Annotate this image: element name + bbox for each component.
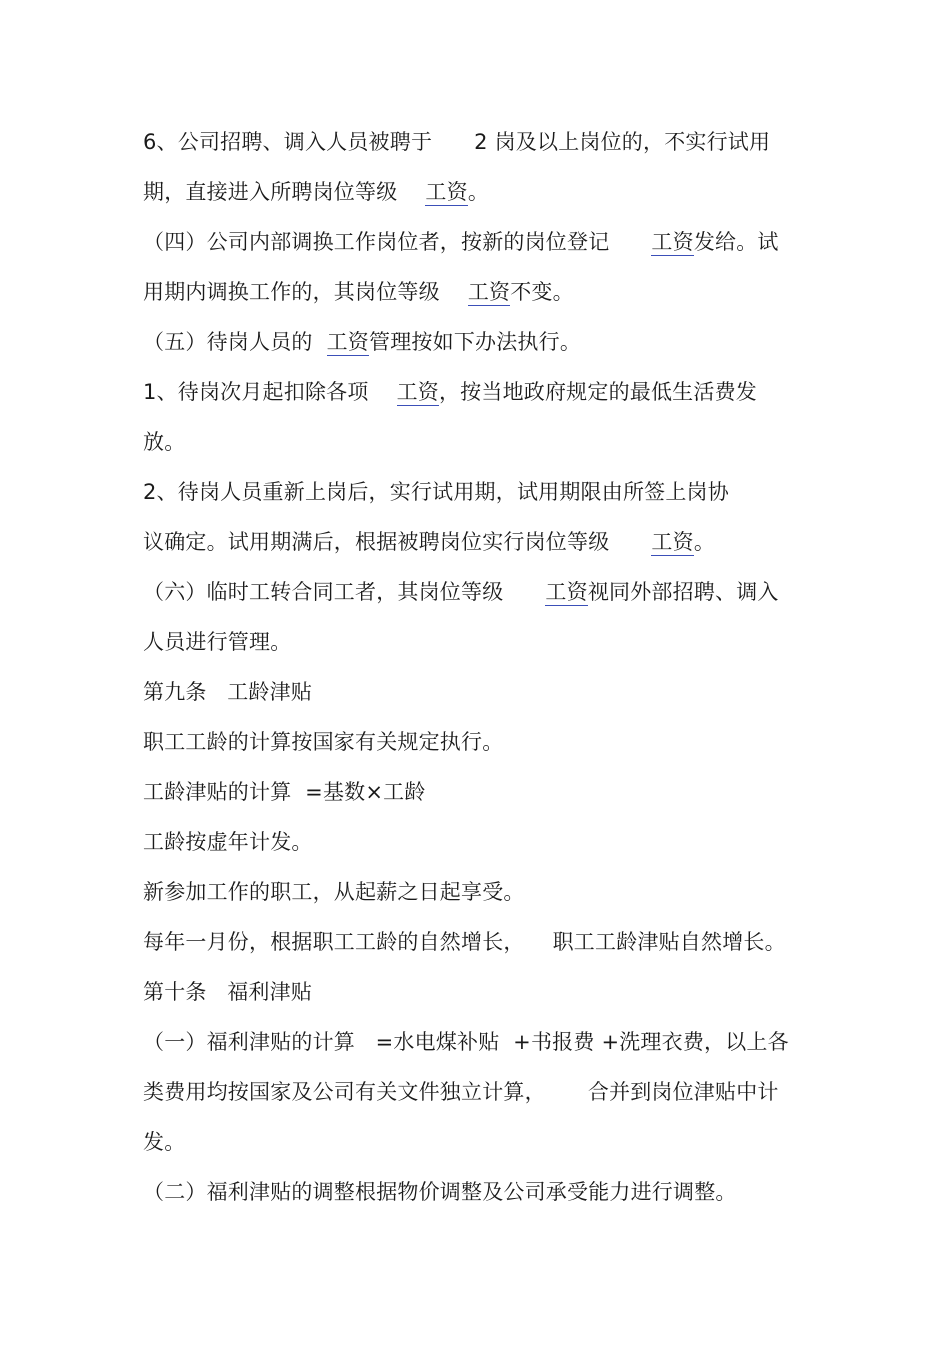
text-segment: 2、待岗人员重新上岗后，实行试用期，试用期限由所签上岗协 bbox=[143, 480, 729, 504]
salary-link[interactable]: 工资 bbox=[326, 330, 370, 354]
salary-link[interactable]: 工资 bbox=[651, 530, 694, 554]
text-line bbox=[143, 275, 574, 309]
text-line bbox=[143, 525, 715, 559]
text-segment: 合并到岗位津贴中计 bbox=[587, 1080, 779, 1104]
text-line bbox=[143, 725, 503, 759]
text-line bbox=[143, 225, 779, 259]
text-segment: （六）临时工转合同工者，其岗位等级 bbox=[143, 580, 504, 604]
text-line bbox=[143, 575, 779, 609]
text-segment: 。 bbox=[467, 180, 490, 204]
text-segment: 1、待岗次月起扣除各项 bbox=[143, 380, 369, 404]
text-line bbox=[143, 1075, 779, 1109]
salary-link[interactable]: 工资 bbox=[467, 280, 511, 304]
text-segment: 工龄津贴的计算 =基数×工龄 bbox=[143, 780, 426, 804]
text-line bbox=[143, 175, 489, 209]
text-segment: 职工工龄津贴自然增长。 bbox=[552, 930, 786, 954]
text-line bbox=[143, 125, 770, 159]
text-segment: 2 岗及以上岗位的，不实行试用 bbox=[474, 130, 771, 154]
text-line bbox=[143, 875, 525, 909]
text-line bbox=[143, 1125, 185, 1159]
text-line bbox=[143, 775, 426, 809]
text-segment: 不变。 bbox=[510, 280, 574, 304]
text-segment: 放。 bbox=[143, 430, 186, 454]
text-segment: （二）福利津贴的调整根据物价调整及公司承受能力进行调整。 bbox=[143, 1180, 737, 1204]
text-line bbox=[143, 625, 291, 659]
salary-link[interactable]: 工资 bbox=[425, 180, 468, 204]
text-segment: 管理按如下办法执行。 bbox=[369, 330, 582, 354]
text-segment: 第十条 福利津贴 bbox=[143, 980, 313, 1004]
text-line bbox=[143, 375, 757, 409]
text-segment: ，按当地政府规定的最低生活费发 bbox=[438, 380, 757, 404]
text-segment: 每年一月份，根据职工工龄的自然增长， bbox=[143, 930, 525, 954]
salary-link[interactable]: 工资 bbox=[396, 380, 439, 404]
text-line bbox=[143, 675, 312, 709]
text-segment: 职工工龄的计算按国家有关规定执行。 bbox=[143, 730, 504, 754]
salary-link[interactable]: 工资 bbox=[545, 580, 588, 604]
text-segment: 6、公司招聘、调入人员被聘于 bbox=[143, 130, 433, 154]
salary-link[interactable]: 工资 bbox=[651, 230, 694, 254]
text-segment: 发给。试 bbox=[693, 230, 779, 254]
text-line bbox=[143, 1025, 789, 1059]
text-line bbox=[143, 425, 185, 459]
text-line bbox=[143, 475, 729, 509]
text-line bbox=[143, 975, 312, 1009]
text-segment: 新参加工作的职工，从起薪之日起享受。 bbox=[143, 880, 525, 904]
text-line bbox=[143, 325, 581, 359]
text-line bbox=[143, 925, 786, 959]
text-segment: 类费用均按国家及公司有关文件独立计算， bbox=[143, 1080, 546, 1104]
text-segment: 。 bbox=[693, 530, 716, 554]
text-segment: 视同外部招聘、调入 bbox=[587, 580, 779, 604]
text-segment: 工龄按虚年计发。 bbox=[143, 830, 313, 854]
text-segment: （一）福利津贴的计算 =水电煤补贴 +书报费 +洗理衣费，以上各 bbox=[143, 1030, 789, 1054]
text-line bbox=[143, 1175, 737, 1209]
text-segment: 发。 bbox=[143, 1130, 186, 1154]
text-segment: （五）待岗人员的 bbox=[143, 330, 313, 354]
text-segment: （四）公司内部调换工作岗位者，按新的岗位登记 bbox=[143, 230, 610, 254]
text-segment: 议确定。试用期满后，根据被聘岗位实行岗位等级 bbox=[143, 530, 610, 554]
text-segment: 用期内调换工作的，其岗位等级 bbox=[143, 280, 440, 304]
text-segment: 期，直接进入所聘岗位等级 bbox=[143, 180, 398, 204]
text-line bbox=[143, 825, 313, 859]
text-segment: 人员进行管理。 bbox=[143, 630, 292, 654]
text-segment: 第九条 工龄津贴 bbox=[143, 680, 313, 704]
